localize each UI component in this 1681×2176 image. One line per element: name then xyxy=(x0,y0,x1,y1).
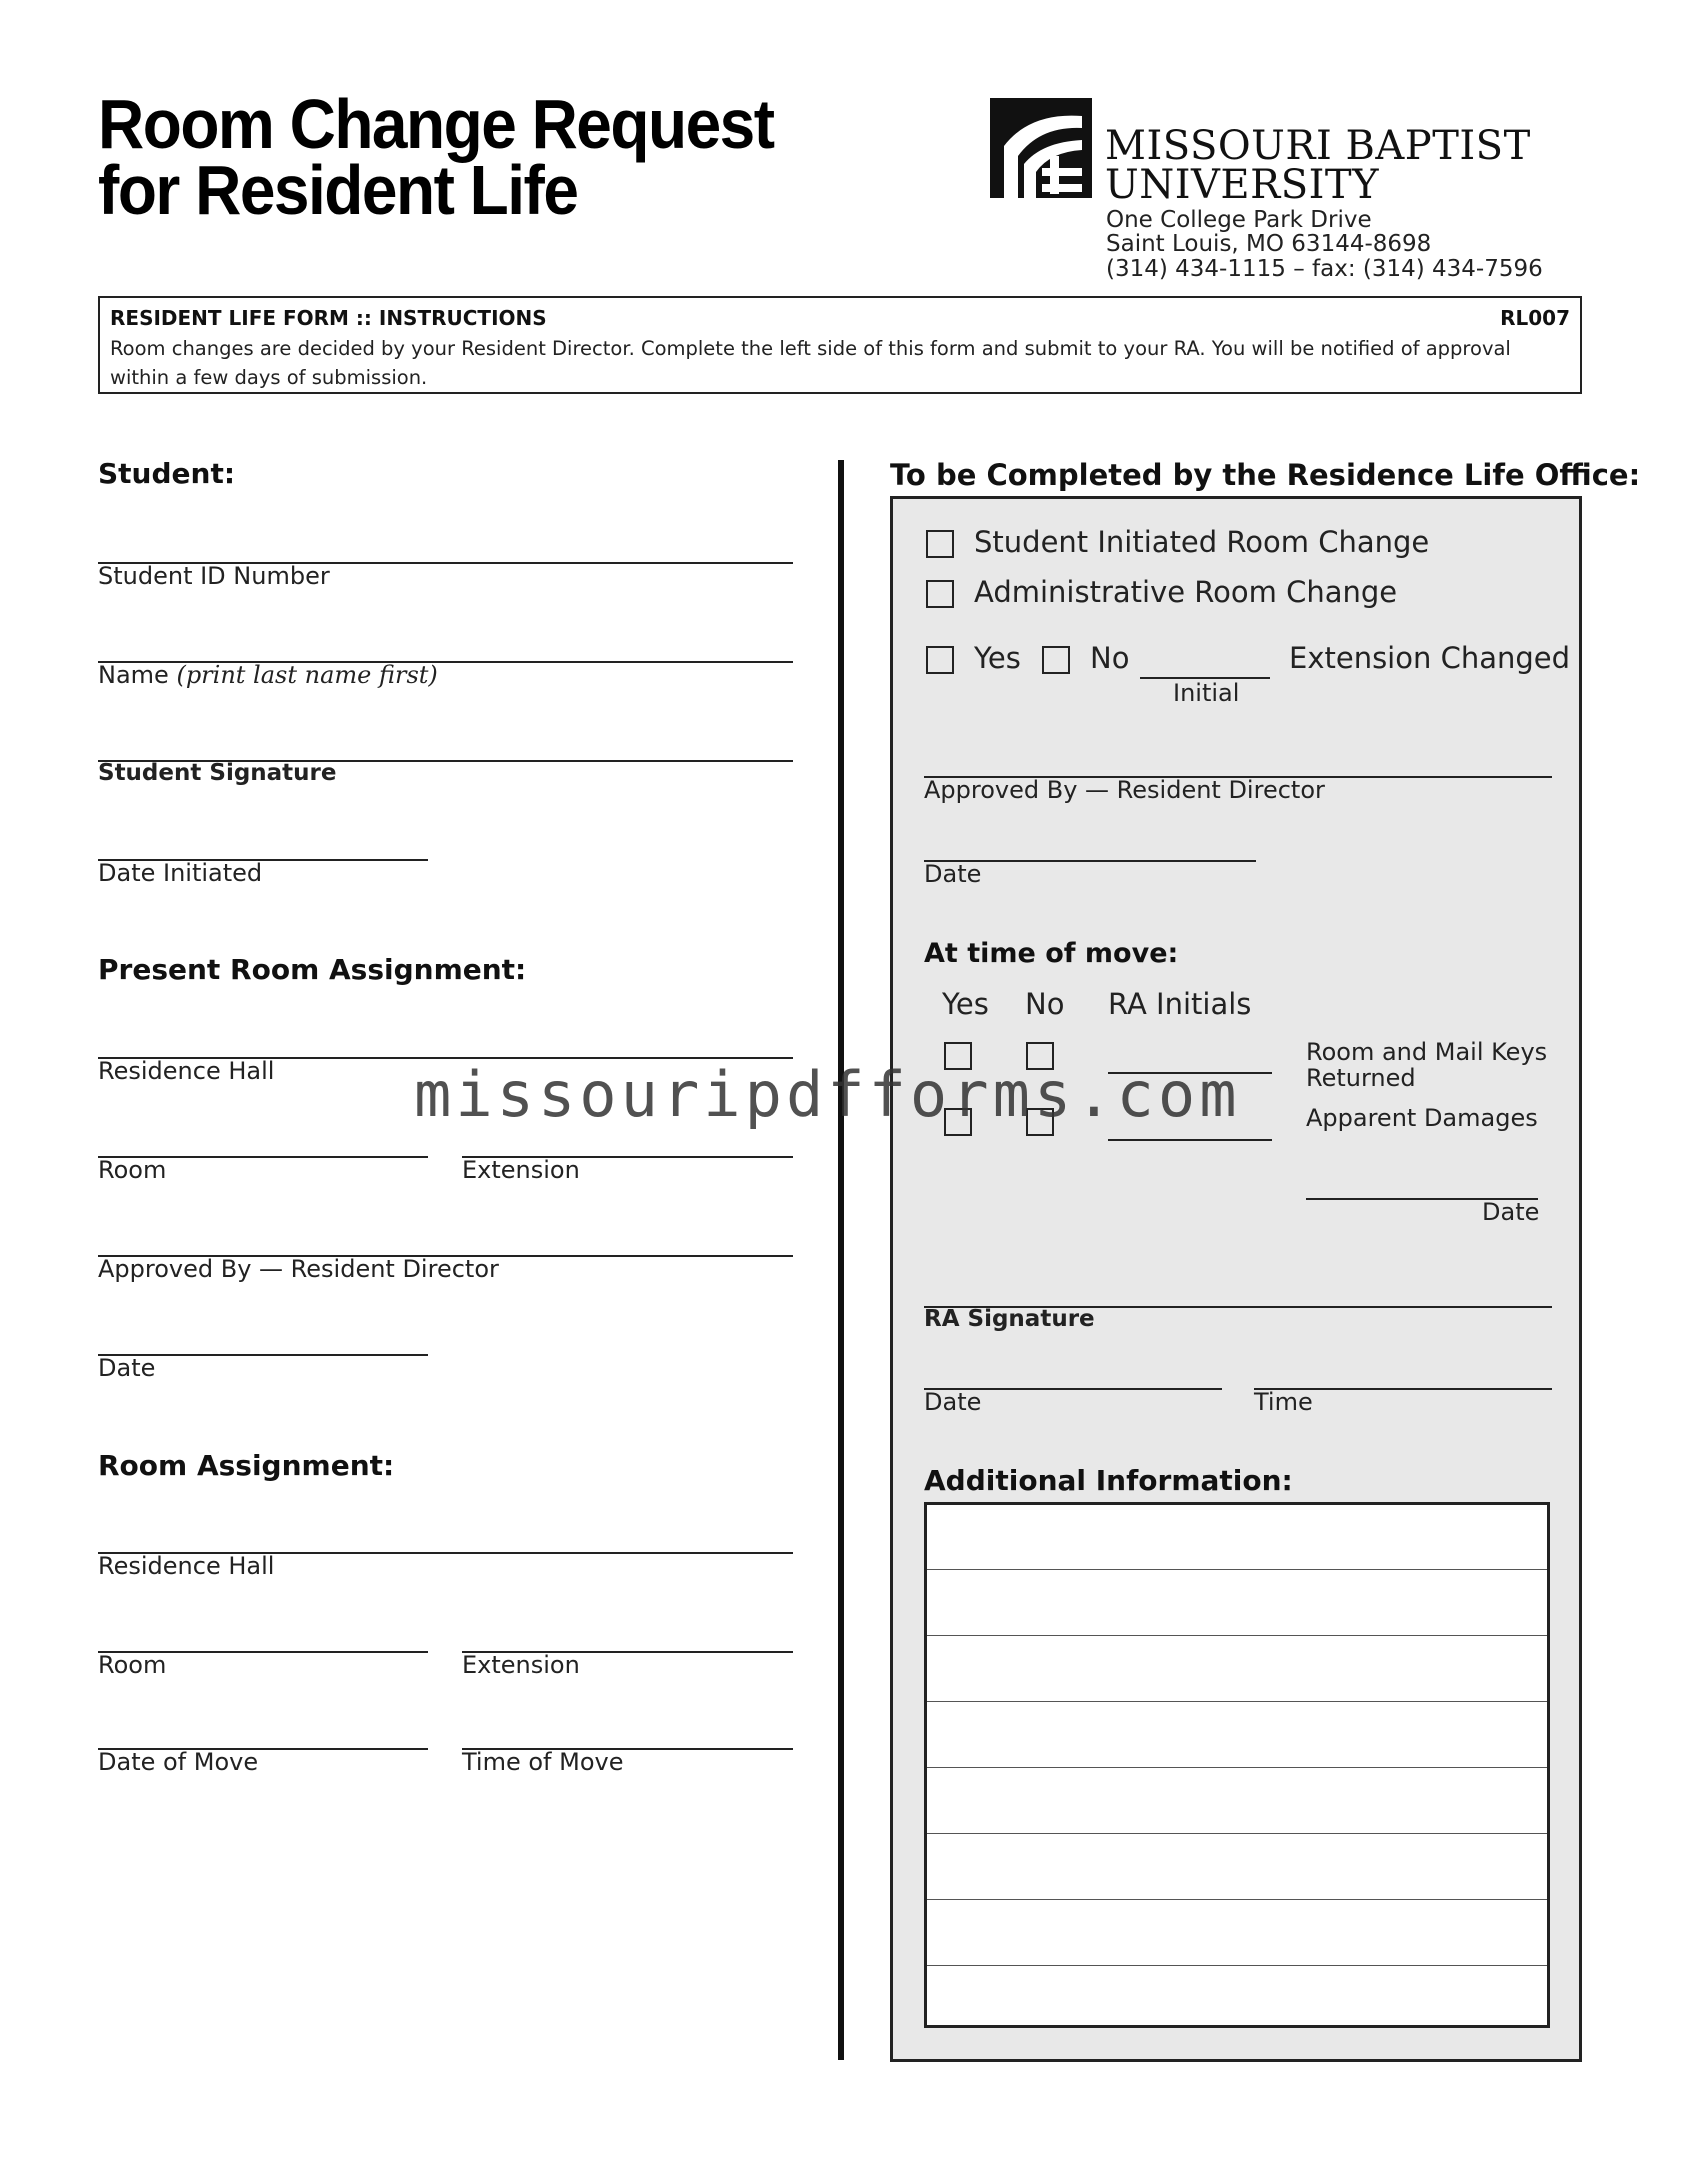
date-initiated-label: Date Initiated xyxy=(98,859,263,887)
damages-label: Apparent Damages xyxy=(1306,1104,1538,1132)
extension-no-checkbox[interactable] xyxy=(1042,646,1070,674)
room-assignment-heading: Room Assignment: xyxy=(98,1449,395,1482)
university-name-line1: MISSOURI BAPTIST xyxy=(1105,123,1531,169)
administrative-label: Administrative Room Change xyxy=(974,575,1398,609)
office-approved-by-label: Approved By — Resident Director xyxy=(924,776,1325,804)
office-date-label: Date xyxy=(924,860,982,888)
present-extension-label: Extension xyxy=(462,1156,580,1184)
student-name-hint: (print last name first) xyxy=(176,661,438,689)
present-residence-hall-label: Residence Hall xyxy=(98,1057,275,1085)
additional-info-rule xyxy=(927,1569,1547,1570)
additional-info-heading: Additional Information: xyxy=(924,1464,1293,1497)
student-id-label: Student ID Number xyxy=(98,562,330,590)
new-residence-hall-label: Residence Hall xyxy=(98,1552,275,1580)
additional-info-rule xyxy=(927,1899,1547,1900)
present-room-label: Room xyxy=(98,1156,167,1184)
student-heading: Student: xyxy=(98,457,236,490)
form-title-line2: for Resident Life xyxy=(98,151,578,229)
time-of-move-heading: At time of move: xyxy=(924,938,1179,969)
column-divider xyxy=(838,460,844,2060)
university-logo-icon xyxy=(990,98,1092,198)
instructions-title: RESIDENT LIFE FORM :: INSTRUCTIONS xyxy=(110,306,547,330)
present-room-heading: Present Room Assignment: xyxy=(98,953,527,986)
additional-info-rule xyxy=(927,1965,1547,1966)
university-phone-fax: (314) 434-1115 – fax: (314) 434-7596 xyxy=(1106,256,1543,282)
form-code: RL007 xyxy=(1500,306,1570,330)
student-signature-label: Student Signature xyxy=(98,760,337,786)
additional-info-textarea[interactable] xyxy=(924,1502,1550,2028)
extension-initial-label: Initial xyxy=(1173,679,1240,707)
instructions-text: Room changes are decided by your Resident Director. Complete the left side of this form and submit to your RA. You will be notified of approval within a few days of submission. xyxy=(110,337,1511,389)
university-name-line2: UNIVERSITY xyxy=(1105,162,1380,208)
ra-time-label: Time xyxy=(1254,1388,1313,1416)
date-of-move-label: Date of Move xyxy=(98,1748,259,1776)
additional-info-rule xyxy=(927,1635,1547,1636)
instructions-box xyxy=(98,296,1582,394)
move-col-no: No xyxy=(1025,987,1065,1021)
form-title-line1: Room Change Request xyxy=(98,85,774,163)
present-date-label: Date xyxy=(98,1354,156,1382)
damages-ra-initials-field[interactable] xyxy=(1108,1139,1272,1141)
ra-date-label: Date xyxy=(924,1388,982,1416)
move-col-yes: Yes xyxy=(942,987,989,1021)
keys-label-line2: Returned xyxy=(1306,1064,1416,1092)
move-col-ra-initials: RA Initials xyxy=(1108,987,1252,1021)
student-name-label: Name xyxy=(98,661,169,689)
new-room-label: Room xyxy=(98,1651,167,1679)
extension-changed-label: Extension Changed xyxy=(1289,641,1571,675)
extension-no-label: No xyxy=(1090,641,1130,675)
additional-info-rule xyxy=(927,1701,1547,1702)
additional-info-rule xyxy=(927,1833,1547,1834)
time-of-move-label: Time of Move xyxy=(462,1748,624,1776)
damages-date-label: Date xyxy=(1482,1198,1540,1226)
extension-yes-checkbox[interactable] xyxy=(926,646,954,674)
new-extension-label: Extension xyxy=(462,1651,580,1679)
student-initiated-label: Student Initiated Room Change xyxy=(974,525,1430,559)
administrative-checkbox[interactable] xyxy=(926,580,954,608)
student-initiated-checkbox[interactable] xyxy=(926,530,954,558)
student-name-label-wrap xyxy=(98,663,438,687)
additional-info-rule xyxy=(927,1767,1547,1768)
keys-label-line1: Room and Mail Keys xyxy=(1306,1038,1548,1066)
university-address-line1: One College Park Drive xyxy=(1106,207,1372,233)
office-heading: To be Completed by the Residence Life Office: xyxy=(890,458,1641,492)
extension-yes-label: Yes xyxy=(974,641,1021,675)
watermark: missouripdfforms.com xyxy=(414,1058,1241,1131)
present-approved-by-label: Approved By — Resident Director xyxy=(98,1255,499,1283)
university-address-line2: Saint Louis, MO 63144-8698 xyxy=(1106,231,1432,257)
ra-signature-label: RA Signature xyxy=(924,1306,1095,1332)
